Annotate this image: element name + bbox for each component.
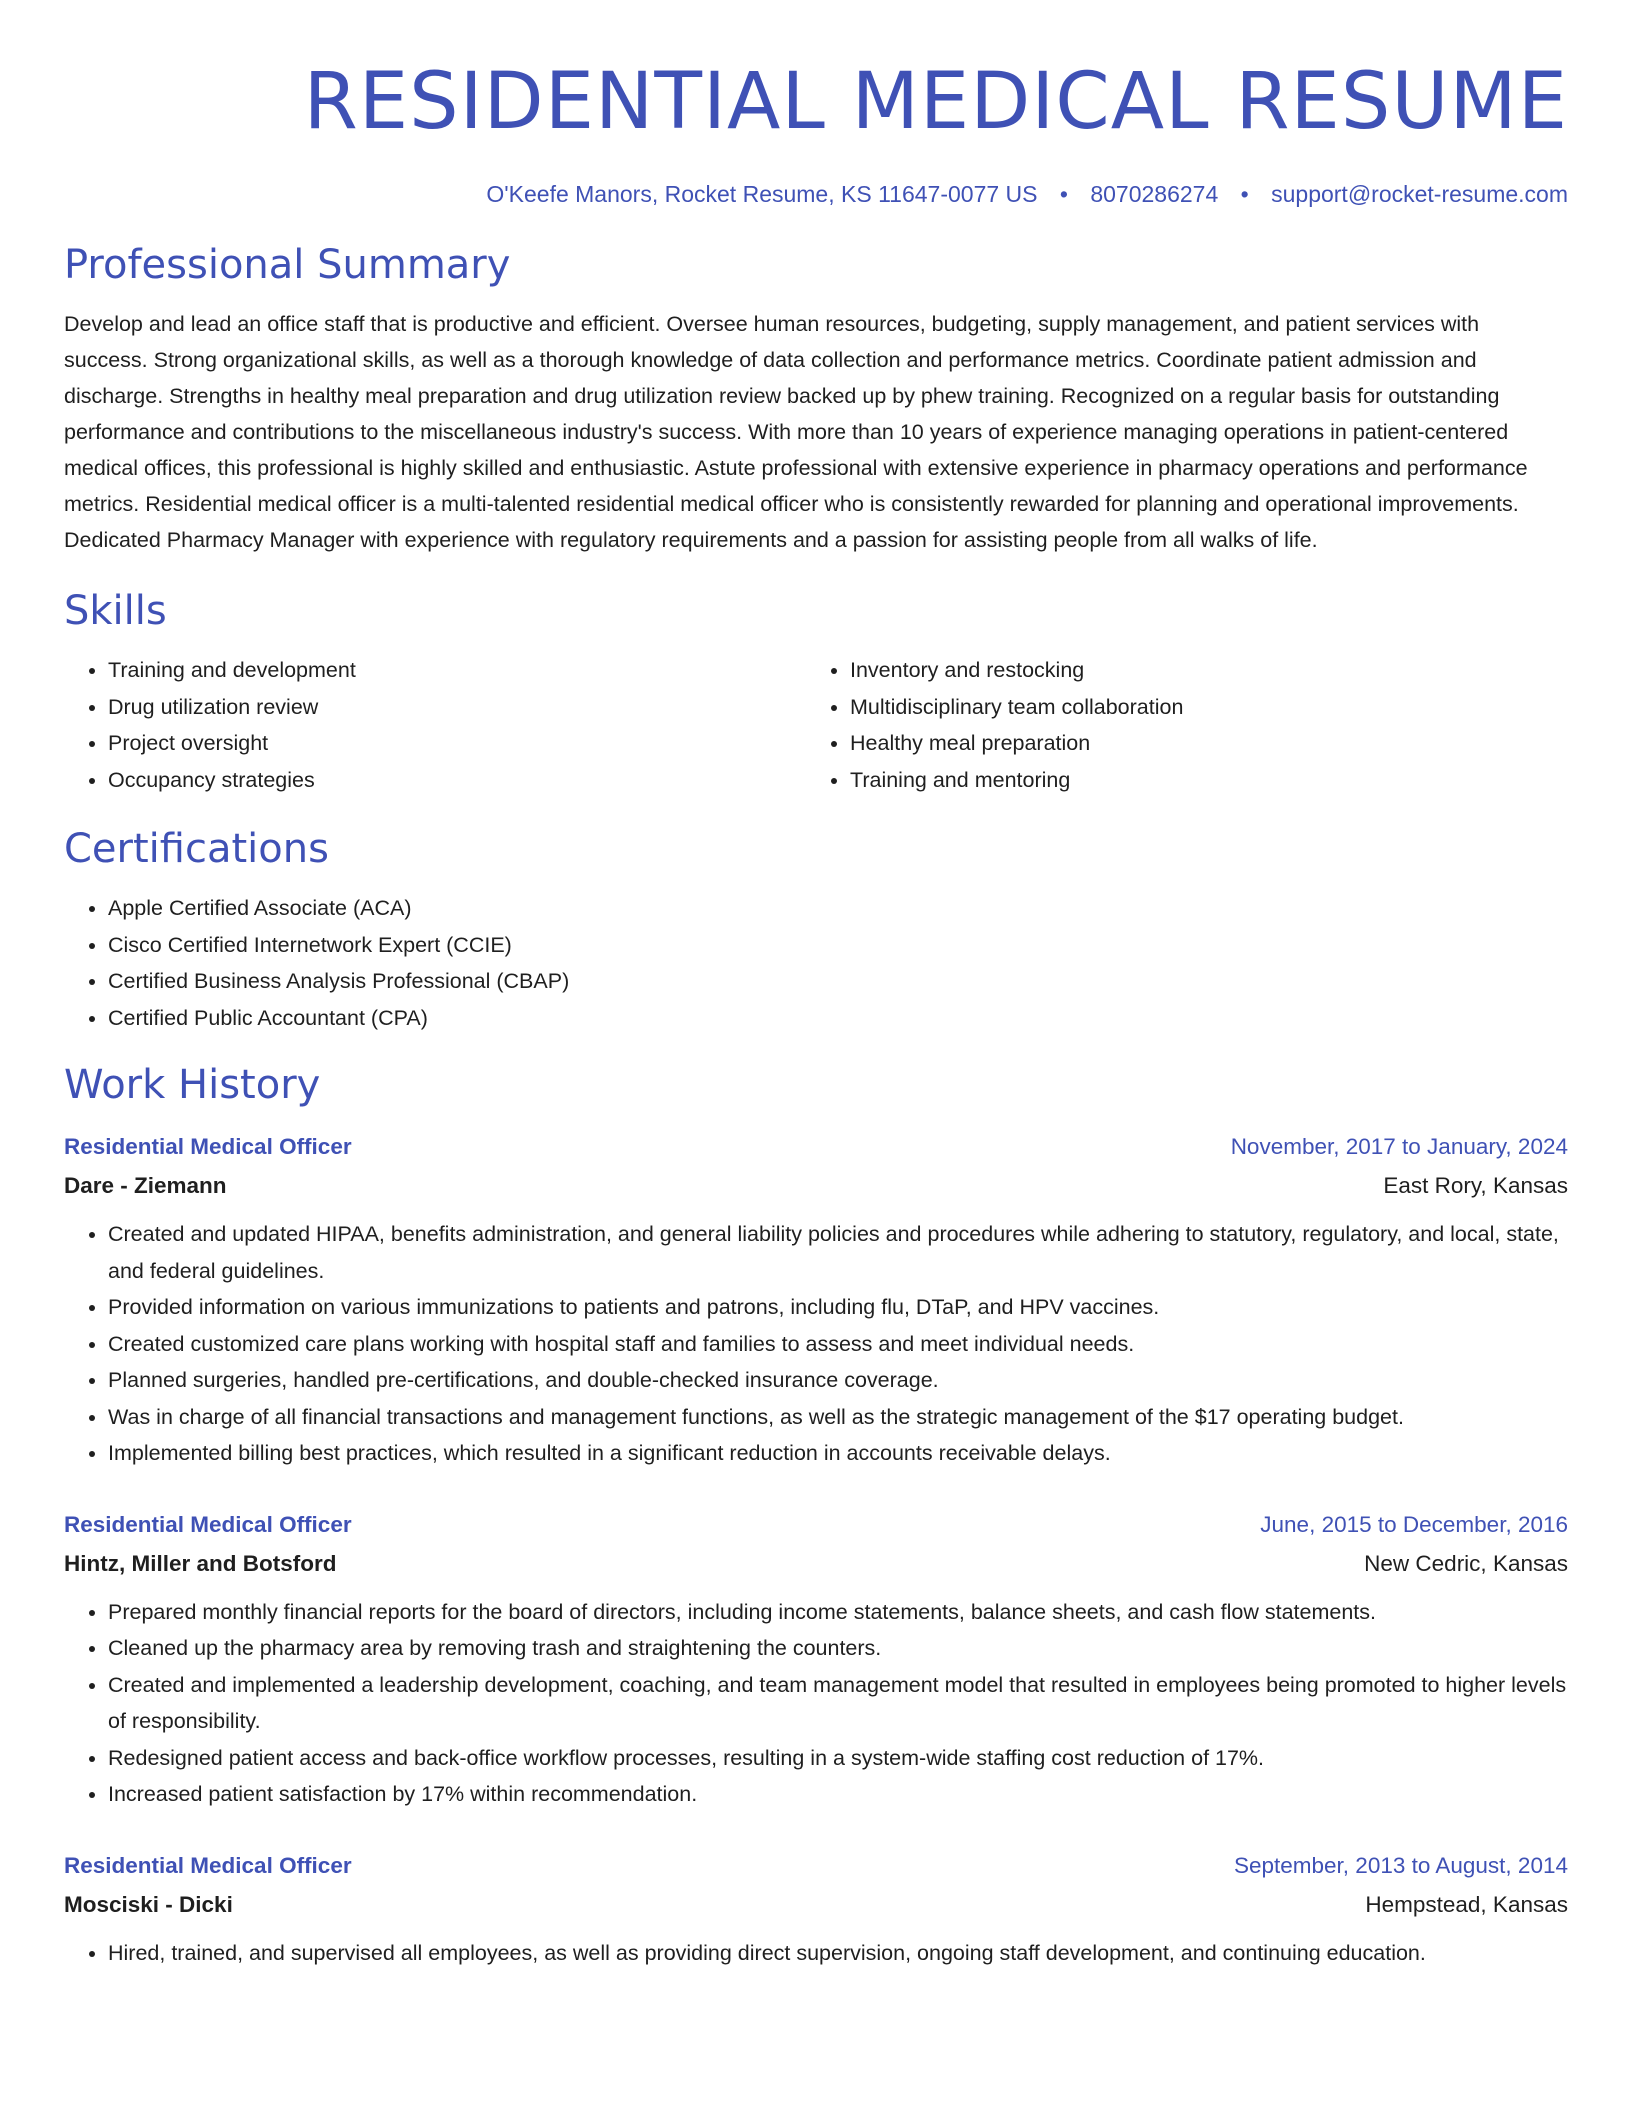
job-dates: November, 2017 to January, 2024	[1230, 1134, 1568, 1159]
contact-email: support@rocket-resume.com	[1271, 181, 1568, 207]
certification-item: • Cisco Certified Internetwork Expert (CCIE)	[108, 927, 1568, 964]
skills-heading: Skills	[64, 588, 167, 634]
skills-grid	[64, 652, 1568, 798]
job-bullet: • Implemented billing best practices, which resulted in a significant reduction in accounts receivable delays.	[108, 1435, 1568, 1472]
certification-item: • Apple Certified Associate (ACA)	[108, 890, 1568, 927]
resume-page	[64, 0, 1568, 1971]
skill-item: • Project oversight	[108, 725, 806, 762]
job-location: Hempstead, Kansas	[1365, 1891, 1568, 1917]
job-bullets	[64, 1216, 1568, 1472]
summary-heading: Professional Summary	[64, 242, 511, 288]
job-company: Dare - Ziemann	[64, 1173, 227, 1198]
job-title: Residential Medical Officer	[64, 1852, 352, 1878]
resume-title: RESIDENTIAL MEDICAL RESUME	[303, 57, 1568, 147]
skill-item: • Training and development	[108, 652, 806, 689]
certifications-list	[64, 890, 1568, 1036]
job-bullet: • Increased patient satisfaction by 17% within recommendation.	[108, 1776, 1568, 1813]
summary-text: Develop and lead an office staff that is productive and efficient. Oversee human resources, budgeting, supply management, and patient services with success. Strong organizational skills, as well as a thorough knowledge of data collection and performance metrics. Coordinate patient admission and discharge. Strengths in healthy meal preparation and drug utilization review backed up by phew training. Recognized on a regular basis for outstanding performance and contributions to the miscellaneous industry's success. With more than 10 years of experience managing operations in patient-centered medical offices, this professional is highly skilled and enthusiastic. Astute professional with extensive experience in pharmacy operations and performance metrics. Residential medical officer is a multi-talented residential medical officer who is consistently rewarded for planning and operational improvements. Dedicated Pharmacy Manager with experience with regulatory requirements and a passion for assisting people from all walks of life.	[64, 312, 1528, 552]
contact-separator: •	[1059, 181, 1068, 207]
skill-item: • Inventory and restocking	[850, 652, 1548, 689]
certification-item: • Certified Public Accountant (CPA)	[108, 1000, 1568, 1037]
contact-phone: 8070286274	[1090, 181, 1219, 207]
job-company: Hintz, Miller and Botsford	[64, 1550, 337, 1576]
job-title: Residential Medical Officer	[64, 1511, 352, 1537]
job-header-row	[64, 1506, 1568, 1544]
job-bullet: • Prepared monthly financial reports for the board of directors, including income statements, balance sheets, and cash flow statements.	[108, 1594, 1568, 1631]
contact-line	[64, 178, 1568, 210]
skills-column-right	[806, 652, 1548, 798]
skill-item: • Multidisciplinary team collaboration	[850, 689, 1548, 726]
job-bullet: • Created customized care plans working with hospital staff and families to assess and meet individual needs.	[108, 1326, 1568, 1363]
contact-separator: •	[1240, 181, 1249, 207]
job-bullet: • Was in charge of all financial transactions and management functions, as well as the strategic management of the $17 operating budget.	[108, 1399, 1568, 1436]
job-company: Mosciski - Dicki	[64, 1891, 233, 1917]
work-history-heading: Work History	[64, 1062, 321, 1108]
job-bullet: • Redesigned patient access and back-office workflow processes, resulting in a system-wide staffing cost reduction of 17%.	[108, 1740, 1568, 1777]
job-entry	[64, 1128, 1568, 1472]
job-header-row	[64, 1847, 1568, 1885]
contact-address: O'Keefe Manors, Rocket Resume, KS 11647-0077 US	[486, 181, 1038, 207]
job-title: Residential Medical Officer	[64, 1134, 352, 1159]
job-bullets	[64, 1594, 1568, 1813]
skills-column-left	[64, 652, 806, 798]
job-bullet: • Planned surgeries, handled pre-certifications, and double-checked insurance coverage.	[108, 1362, 1568, 1399]
certification-item: • Certified Business Analysis Professional (CBAP)	[108, 963, 1568, 1000]
job-location: New Cedric, Kansas	[1364, 1550, 1568, 1576]
job-header-row	[64, 1128, 1568, 1166]
job-dates: June, 2015 to December, 2016	[1260, 1511, 1568, 1537]
job-location: East Rory, Kansas	[1383, 1173, 1568, 1198]
job-dates: September, 2013 to August, 2014	[1233, 1852, 1568, 1878]
job-bullet: • Created and implemented a leadership development, coaching, and team management model that resulted in employees being promoted to higher levels of responsibility.	[108, 1667, 1568, 1740]
job-bullet: • Provided information on various immunizations to patients and patrons, including flu, DTaP, and HPV vaccines.	[108, 1289, 1568, 1326]
job-bullet: • Created and updated HIPAA, benefits administration, and general liability policies and procedures while adhering to statutory, regulatory, and local, state, and federal guidelines.	[108, 1216, 1568, 1289]
job-bullet: • Cleaned up the pharmacy area by removing trash and straightening the counters.	[108, 1630, 1568, 1667]
job-bullet: • Hired, trained, and supervised all employees, as well as providing direct supervision, ongoing staff development, and continuing education.	[108, 1935, 1568, 1972]
skill-item: • Healthy meal preparation	[850, 725, 1548, 762]
skill-item: • Training and mentoring	[850, 762, 1548, 799]
skill-item: • Drug utilization review	[108, 689, 806, 726]
job-employer-row	[64, 1166, 1568, 1206]
job-entry	[64, 1847, 1568, 1972]
skill-item: • Occupancy strategies	[108, 762, 806, 799]
certifications-heading: Certifications	[64, 826, 329, 872]
job-employer-row	[64, 1885, 1568, 1925]
job-entry	[64, 1506, 1568, 1813]
job-employer-row	[64, 1544, 1568, 1584]
job-bullets	[64, 1935, 1568, 1972]
